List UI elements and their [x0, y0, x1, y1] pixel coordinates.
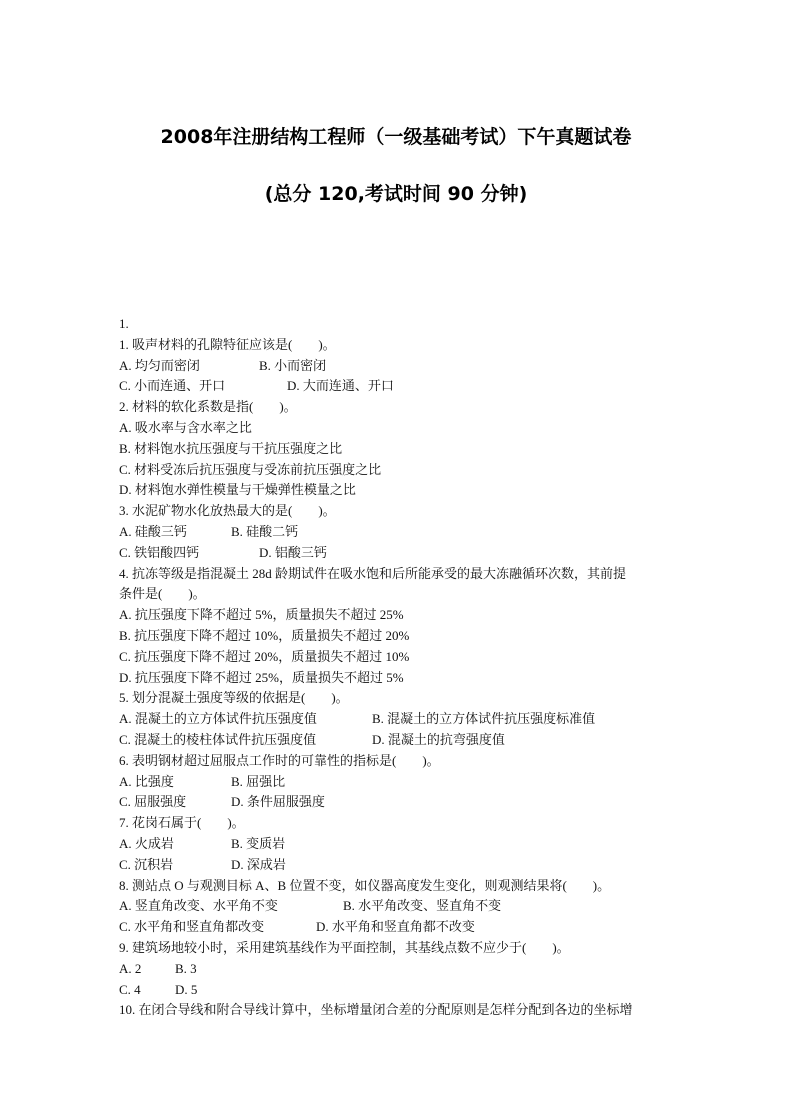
question-1-options-row-1 [119, 356, 689, 377]
question-7-options-row-2 [119, 855, 689, 876]
question-3-option-c: C. 铁铝酸四钙 [119, 544, 200, 560]
question-5-option-d: D. 混凝土的抗弯强度值 [372, 731, 505, 747]
question-7-option-c: C. 沉积岩 [119, 856, 174, 872]
question-2-option-b: B. 材料饱水抗压强度与干抗压强度之比 [119, 440, 343, 456]
question-9-stem: 9. 建筑场地较小时，采用建筑基线作为平面控制，其基线点数不应少于( )。 [119, 939, 570, 955]
question-4-option-a: A. 抗压强度下降不超过 5%，质量损失不超过 25% [119, 607, 404, 623]
question-3-options-row-1 [119, 522, 689, 543]
question-1-option-a: A. 均匀而密闭 [119, 357, 200, 373]
question-9-option-d: D. 5 [175, 981, 198, 997]
question-10-stem: 10. 在闭合导线和附合导线计算中，坐标增量闭合差的分配原则是怎样分配到各边的坐标增 [119, 1002, 633, 1018]
question-4-option-b: B. 抗压强度下降不超过 10%，质量损失不超过 20% [119, 627, 410, 643]
question-6-option-a: A. 比强度 [119, 773, 174, 789]
question-2-option-c: C. 材料受冻后抗压强度与受冻前抗压强度之比 [119, 461, 382, 477]
question-6-option-b: B. 屈强比 [231, 773, 286, 789]
question-3-option-a: A. 硅酸三钙 [119, 523, 187, 539]
question-9-option-b: B. 3 [175, 960, 197, 976]
question-list [119, 314, 689, 1021]
question-2-option-a: A. 吸水率与含水率之比 [119, 419, 252, 435]
question-9-option-a: A. 2 [119, 960, 142, 976]
question-5-option-a: A. 混凝土的立方体试件抗压强度值 [119, 711, 317, 727]
question-4-stem: 4. 抗冻等级是指混凝土 28d 龄期试件在吸水饱和后所能承受的最大冻融循环次数，其前提 [119, 565, 627, 581]
question-3-option-d: D. 铝酸三钙 [259, 544, 327, 560]
question-1-option-c: C. 小而连通、开口 [119, 378, 226, 394]
question-7-options-row-1 [119, 834, 689, 855]
question-8-stem: 8. 测站点 O 与观测目标 A、B 位置不变，如仪器高度发生变化，则观测结果将( )。 [119, 877, 611, 893]
question-6-options-row-1 [119, 772, 689, 793]
question-1-option-d: D. 大而连通、开口 [287, 378, 394, 394]
question-7-option-a: A. 火成岩 [119, 835, 174, 851]
question-5-options-row-2 [119, 730, 689, 751]
question-5-option-c: C. 混凝土的棱柱体试件抗压强度值 [119, 731, 317, 747]
question-3-option-b: B. 硅酸二钙 [231, 523, 299, 539]
question-4-stem-continued: 条件是( )。 [119, 586, 206, 602]
question-8-option-d: D. 水平角和竖直角都不改变 [316, 919, 475, 935]
question-7-option-d: D. 深成岩 [231, 856, 286, 872]
question-7-option-b: B. 变质岩 [231, 835, 286, 851]
question-1-options-row-2 [119, 376, 689, 397]
document-subtitle: (总分 120,考试时间 90 分钟) [264, 183, 528, 205]
question-8-options-row-2 [119, 917, 689, 938]
question-5-stem: 5. 划分混凝土强度等级的依据是( )。 [119, 690, 349, 706]
question-1-stem: 1. 吸声材料的孔隙特征应该是( )。 [119, 336, 336, 352]
question-5-option-b: B. 混凝土的立方体试件抗压强度标准值 [372, 711, 596, 727]
question-5-options-row-1 [119, 709, 689, 730]
question-6-stem: 6. 表明钢材超过屈服点工作时的可靠性的指标是( )。 [119, 752, 440, 768]
question-4-option-c: C. 抗压强度下降不超过 20%，质量损失不超过 10% [119, 648, 410, 664]
question-6-option-d: D. 条件屈服强度 [231, 794, 325, 810]
section-marker: 1. [119, 316, 129, 331]
question-3-options-row-2 [119, 543, 689, 564]
question-1-option-b: B. 小而密闭 [259, 357, 327, 373]
document-title: 2008年注册结构工程师（一级基础考试）下午真题试卷 [160, 126, 632, 148]
question-2-option-d: D. 材料饱水弹性模量与干燥弹性模量之比 [119, 482, 356, 498]
question-6-options-row-2 [119, 792, 689, 813]
question-6-option-c: C. 屈服强度 [119, 794, 187, 810]
question-8-option-c: C. 水平角和竖直角都改变 [119, 919, 265, 935]
question-9-options-row-2 [119, 980, 689, 1001]
question-8-option-a: A. 竖直角改变、水平角不变 [119, 898, 278, 914]
question-8-options-row-1 [119, 896, 689, 917]
question-8-option-b: B. 水平角改变、竖直角不变 [343, 898, 502, 914]
question-9-options-row-1 [119, 959, 689, 980]
question-2-stem: 2. 材料的软化系数是指( )。 [119, 399, 297, 415]
question-3-stem: 3. 水泥矿物水化放热最大的是( )。 [119, 503, 336, 519]
question-4-option-d: D. 抗压强度下降不超过 25%，质量损失不超过 5% [119, 669, 404, 685]
question-7-stem: 7. 花岗石属于( )。 [119, 815, 245, 831]
question-9-option-c: C. 4 [119, 981, 141, 997]
